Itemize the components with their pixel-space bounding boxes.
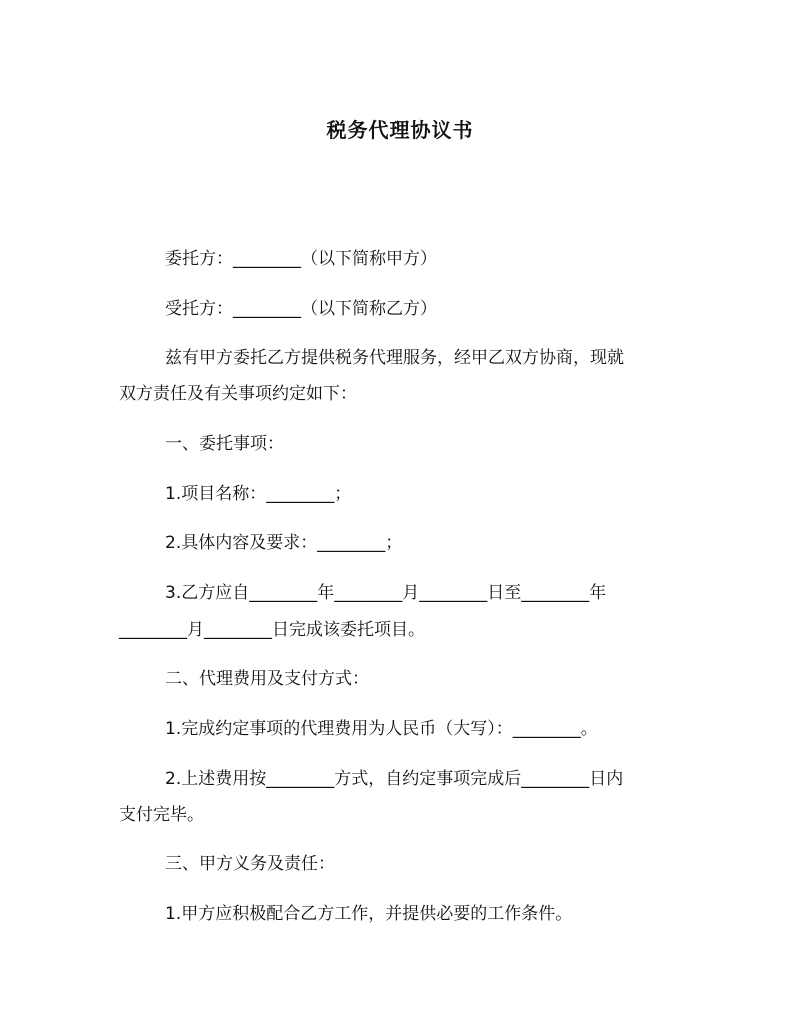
document-title: 税务代理协议书 (326, 118, 474, 142)
item-period-line-2: ________月________日完成该委托项目。 (119, 620, 425, 640)
section-1-heading: 一、委托事项： (165, 434, 284, 454)
principal-line: 委托方：________（以下简称甲方） (165, 249, 437, 269)
agent-line: 受托方：________（以下简称乙方） (165, 299, 437, 319)
intro-paragraph-line-1: 兹有甲方委托乙方提供税务代理服务，经甲乙双方协商，现就 (165, 348, 624, 368)
item-name-line: 1.项目名称：________； (165, 484, 352, 504)
fee-payment-line-1: 2.上述费用按________方式，自约定事项完成后________日内 (165, 769, 624, 789)
section-3-heading: 三、甲方义务及责任： (165, 854, 335, 874)
intro-paragraph-line-2: 双方责任及有关事项约定如下： (119, 384, 357, 404)
item-content-line: 2.具体内容及要求：________； (165, 533, 403, 553)
fee-payment-line-2: 支付完毕。 (119, 805, 204, 825)
fee-amount-line: 1.完成约定事项的代理费用为人民币（大写）：________。 (165, 719, 598, 739)
party-a-duty-line: 1.甲方应积极配合乙方工作，并提供必要的工作条件。 (165, 904, 573, 924)
item-period-line-1: 3.乙方应自________年________月________日至________年 (165, 583, 607, 603)
section-2-heading: 二、代理费用及支付方式： (165, 669, 369, 689)
